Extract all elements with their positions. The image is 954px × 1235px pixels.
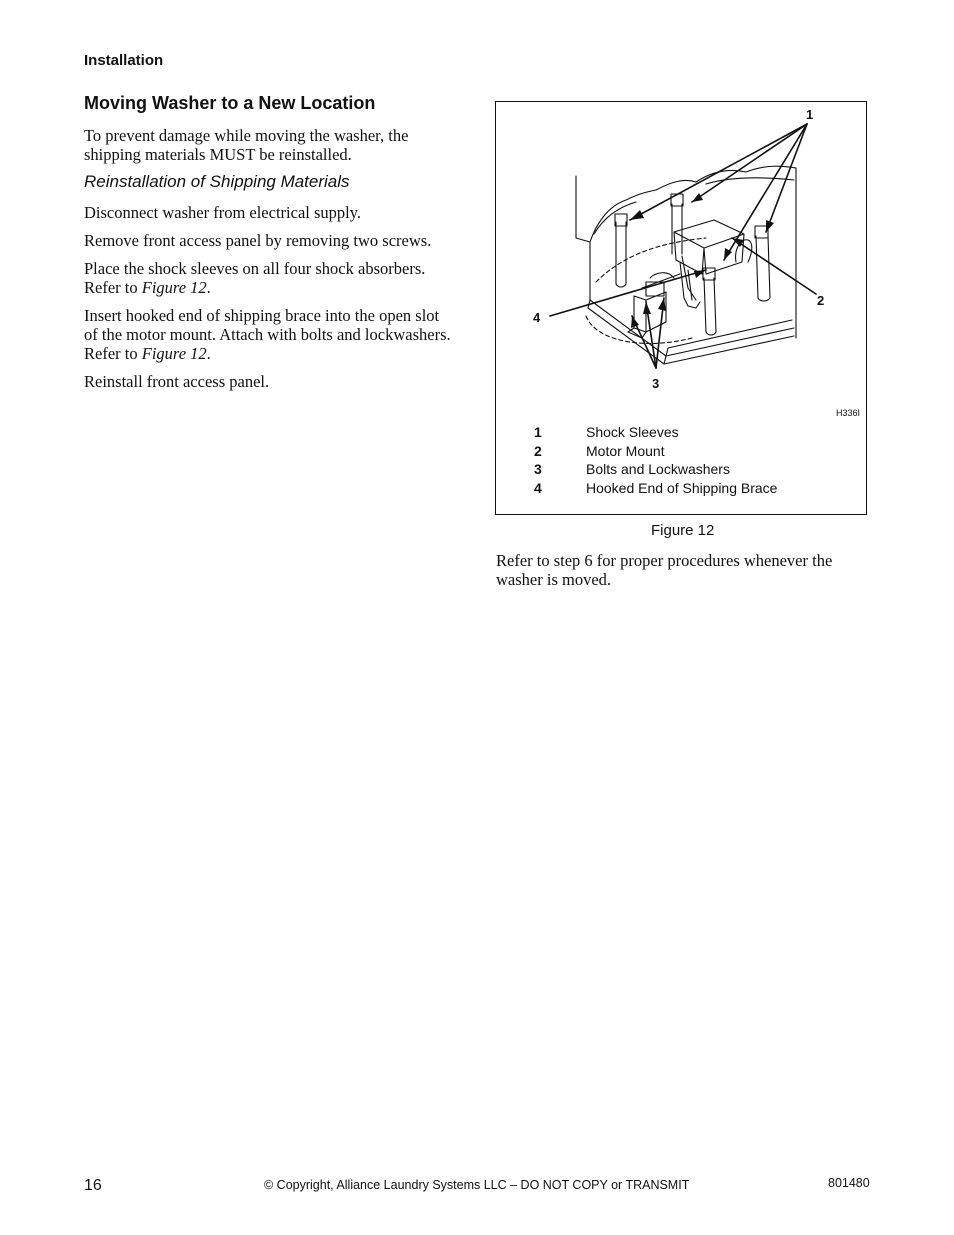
page-title: Moving Washer to a New Location: [84, 93, 376, 113]
step-3: Place the shock sleeves on all four shock absorbers. Refer to Figure 12.: [84, 259, 426, 297]
callout-3: 3: [652, 376, 660, 391]
figure-code: H336I: [836, 408, 861, 418]
intro-line-1: To prevent damage while moving the washer, the: [84, 126, 409, 145]
callout-2: 2: [817, 293, 825, 308]
legend-item: 2 Motor Mount: [534, 443, 665, 459]
footer-copyright: © Copyright, Alliance Laundry Systems LLC – DO NOT COPY or TRANSMIT: [264, 1178, 690, 1192]
document-number: 801480: [828, 1176, 870, 1190]
callout-1: 1: [806, 107, 814, 122]
figure-reference: Figure 12: [141, 344, 207, 363]
figure-box: [495, 101, 867, 515]
callout-4: 4: [533, 310, 541, 325]
step-1: Disconnect washer from electrical supply.: [84, 203, 362, 222]
step-4: Insert hooked end of shipping brace into the open slot of the motor mount. Attach with bolts and lockwashers. Refer to Figure 12.: [84, 306, 451, 363]
after-figure-paragraph: Refer to step 6 for proper procedures whenever the washer is moved.: [496, 551, 833, 589]
legend-item: 1 Shock Sleeves: [534, 424, 679, 440]
intro-line-2: shipping materials MUST be reinstalled.: [84, 145, 352, 164]
intro-paragraph: [84, 126, 464, 164]
page-number: 16: [84, 1177, 102, 1194]
figure-caption: Figure 12: [651, 522, 715, 539]
legend-item: 4 Hooked End of Shipping Brace: [534, 480, 778, 496]
section-label: Installation: [84, 52, 164, 69]
legend-item: 3 Bolts and Lockwashers: [534, 461, 730, 477]
subsection-title: Reinstallation of Shipping Materials: [84, 172, 350, 191]
figure-reference: Figure 12: [141, 278, 207, 297]
step-2: Remove front access panel by removing two screws.: [84, 231, 432, 250]
step-5: Reinstall front access panel.: [84, 372, 270, 391]
